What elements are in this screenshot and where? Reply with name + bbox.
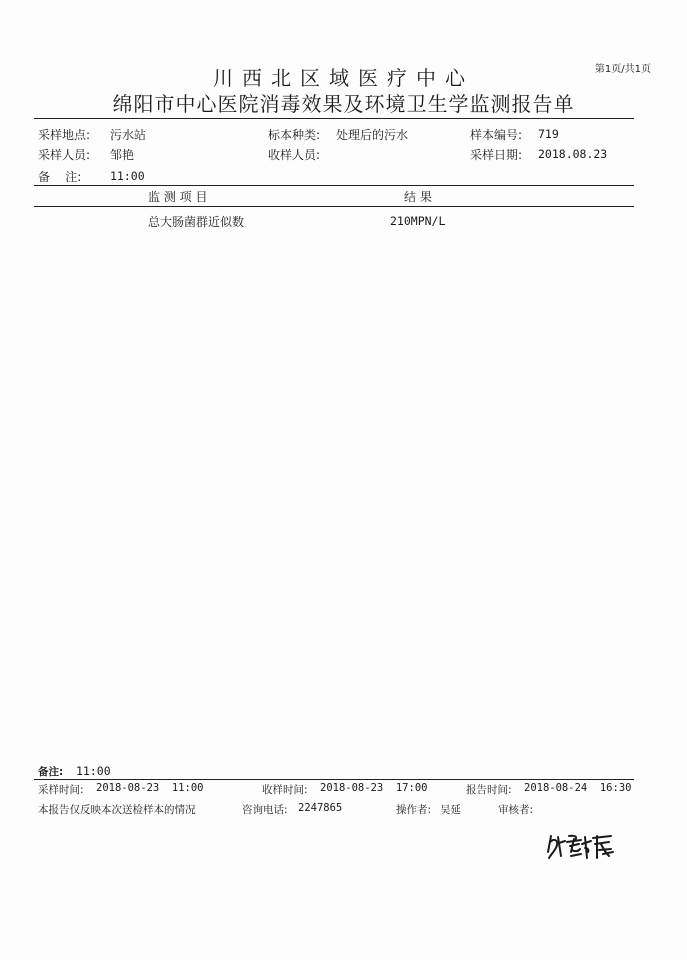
col-header-item: 监 测 项 目 [148, 190, 208, 204]
specimen-type-value: 处理后的污水 [336, 128, 409, 142]
footer-divider [34, 779, 634, 780]
result-row-value: 210MPN/L [390, 214, 446, 228]
receive-time-label: 收样时间: [262, 784, 308, 796]
footer-note-label: 备注: [38, 766, 64, 778]
hospital-region-title: 川西北区域医疗中心 [213, 66, 474, 90]
report-title: 绵阳市中心医院消毒效果及环境卫生学监测报告单 [112, 92, 575, 116]
disclaimer: 本报告仅反映本次送检样本的情况 [38, 804, 196, 816]
sample-time-value: 2018-08-23 11:00 [96, 782, 204, 794]
table-header-rule [34, 206, 634, 207]
phone-label: 咨询电话: [242, 804, 288, 816]
sample-date-label: 采样日期: [470, 148, 523, 162]
operator-label: 操作者: [396, 804, 432, 816]
note-value: 11:00 [110, 169, 145, 183]
sampler-label: 采样人员: [38, 148, 91, 162]
note-label: 备 注: [38, 170, 82, 184]
location-value: 污水站 [110, 128, 147, 142]
result-row-item: 总大肠菌群近似数 [148, 215, 245, 229]
sample-time-label: 采样时间: [38, 784, 84, 796]
reviewer-label: 审核者: [498, 804, 534, 816]
receiver-label: 收样人员: [268, 148, 321, 162]
location-label: 采样地点: [38, 128, 91, 142]
specimen-type-label: 标本种类: [268, 128, 321, 142]
table-top-rule [34, 185, 634, 186]
sampler-value: 邹艳 [110, 148, 135, 162]
receive-time-value: 2018-08-23 17:00 [320, 782, 428, 794]
footer-note-value: 11:00 [76, 764, 111, 778]
header-divider [34, 118, 634, 119]
sample-no-label: 样本编号: [470, 128, 523, 142]
report-time-value: 2018-08-24 16:30 [524, 782, 632, 794]
page-indicator: 第1页/共1页 [594, 64, 651, 75]
operator-value: 吴延 [440, 804, 461, 816]
col-header-result: 结 果 [404, 190, 432, 204]
sample-no-value: 719 [538, 127, 559, 141]
sample-date-value: 2018.08.23 [538, 147, 608, 161]
report-time-label: 报告时间: [466, 784, 512, 796]
phone-value: 2247865 [298, 802, 343, 814]
reviewer-signature [545, 828, 617, 864]
